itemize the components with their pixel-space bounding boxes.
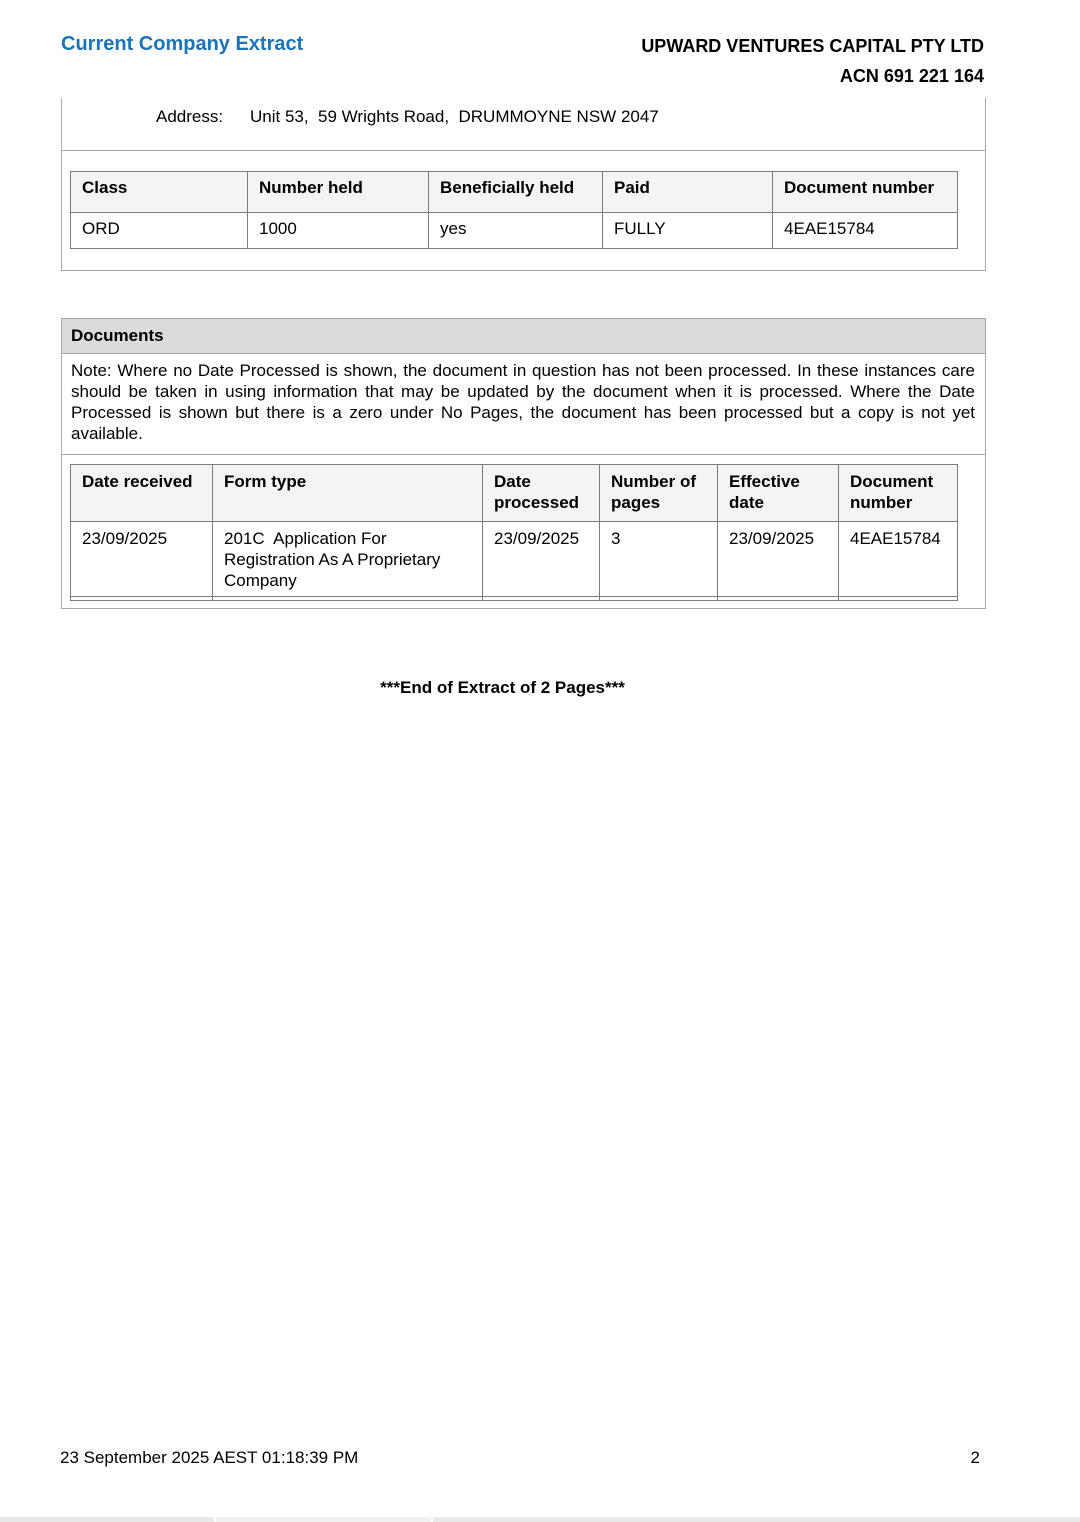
next-page-edge-segment (0, 1517, 214, 1522)
column-header-class: Class (71, 172, 248, 213)
documents-table-spacer-row (71, 597, 958, 601)
documents-header-row (71, 465, 958, 522)
address-section (61, 98, 986, 151)
share-class-row (71, 213, 958, 249)
next-page-edge-segment (216, 1517, 431, 1522)
next-page-edge-segment (433, 1517, 1080, 1522)
cell-date-received: 23/09/2025 (71, 522, 213, 597)
cell-number-held: 1000 (248, 213, 429, 249)
column-header-date-received: Date received (71, 465, 213, 522)
cell-paid: FULLY (603, 213, 773, 249)
share-class-header-row (71, 172, 958, 213)
company-header (641, 31, 984, 91)
cell-doc-number: 4EAE15784 (839, 522, 958, 597)
address-value: Unit 53, 59 Wrights Road, DRUMMOYNE NSW 2047 (250, 107, 659, 126)
cell-number-of-pages: 3 (600, 522, 718, 597)
documents-table (70, 464, 958, 601)
column-header-beneficially-held: Beneficially held (429, 172, 603, 213)
column-header-doc-number: Document number (839, 465, 958, 522)
share-class-table (70, 171, 958, 249)
documents-note: Note: Where no Date Processed is shown, the document in question has not been processed. In these instances care should be taken in using information that may be updated by the document when it is processed. Where the Date Processed is shown but there is a zero under No Pages, the document has been processed but a copy is not yet available. (62, 354, 985, 455)
cell-document-number: 4EAE15784 (773, 213, 958, 249)
column-header-form-type: Form type (213, 465, 483, 522)
footer-page-number: 2 (970, 1448, 980, 1467)
page-title: Current Company Extract (61, 33, 304, 55)
column-header-document-number: Document number (773, 172, 958, 213)
documents-section-title: Documents (62, 319, 985, 354)
company-acn: ACN 691 221 164 (839, 66, 984, 86)
end-of-extract-marker: ***End of Extract of 2 Pages*** (380, 678, 625, 697)
cell-class: ORD (71, 213, 248, 249)
cell-effective-date: 23/09/2025 (718, 522, 839, 597)
column-header-effective-date: Effective date (718, 465, 839, 522)
cell-beneficially-held: yes (429, 213, 603, 249)
cell-form-type: 201C Application For Registration As A Proprietary Company (213, 522, 483, 597)
footer-timestamp: 23 September 2025 AEST 01:18:39 PM (60, 1448, 359, 1467)
share-class-section (61, 151, 986, 271)
column-header-number-held: Number held (248, 172, 429, 213)
documents-row (71, 522, 958, 597)
column-header-date-processed: Date processed (483, 465, 600, 522)
documents-section (61, 318, 986, 609)
company-name: UPWARD VENTURES CAPITAL PTY LTD (641, 36, 984, 56)
column-header-number-of-pages: Number of pages (600, 465, 718, 522)
address-label: Address: (156, 107, 224, 126)
column-header-paid: Paid (603, 172, 773, 213)
next-page-edge (0, 1517, 1080, 1522)
cell-date-processed: 23/09/2025 (483, 522, 600, 597)
